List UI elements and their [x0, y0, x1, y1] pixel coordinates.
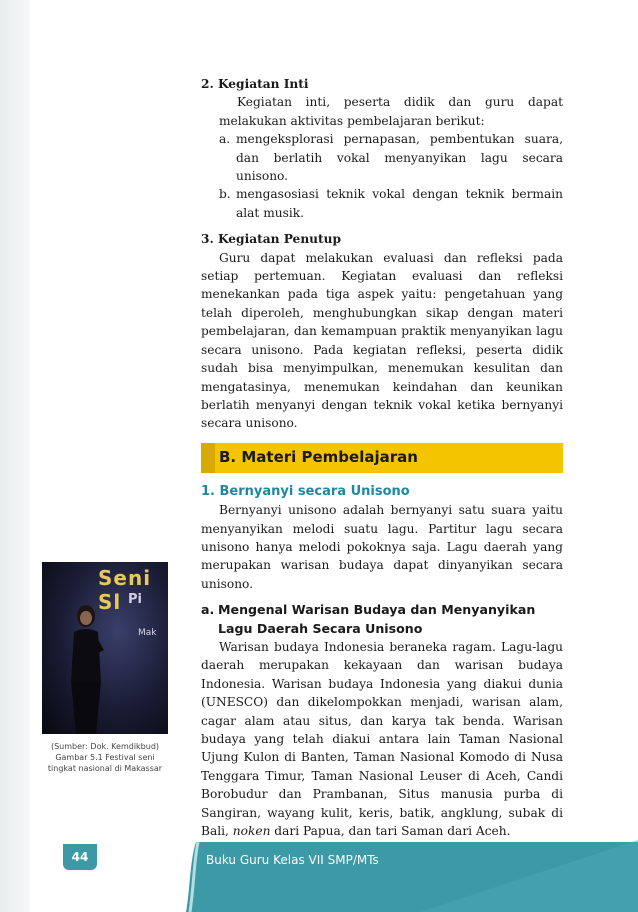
figure-caption [42, 741, 168, 774]
page-margin-strip [0, 0, 30, 912]
banner-tab [201, 443, 215, 473]
festival-photo [42, 562, 168, 734]
section-2-intro: Kegiatan inti, peserta didik dan guru dapat melakukan aktivitas pembelajaran berikut: [219, 95, 563, 128]
subsection-a-italic-term: noken [232, 824, 271, 839]
footer-background [0, 830, 638, 912]
subsection-a-label: a. [201, 602, 215, 618]
list-item-label: b. [219, 187, 231, 202]
subsection-1-body: Bernyanyi unisono adalah bernyanyi satu suara yaitu menyanyikan melodi suatu lagu. Partitur lagu secara unisono hanya melodi pokoknya saja. Lagu daerah yang merupakan warisan budaya dapat dinyanyikan secara unisono. [201, 503, 563, 591]
photo-banner-text: Seni Sl [98, 566, 152, 614]
figure-source: (Sumber: Dok. Kemdikbud) [50, 742, 160, 751]
section-2-heading: 2. Kegiatan Inti [201, 77, 309, 91]
list-item [219, 185, 563, 222]
section-3-body: Guru dapat melakukan evaluasi dan refleksi pada setiap pertemuan. Kegiatan evaluasi dan refleksi menekankan pada tiga aspek yaitu: pengetahuan yang telah diperoleh, menghubungkan sikap dengan materi pembelajaran, dan kemampuan praktik menyanyikan lagu secara unisono. Pada kegiatan refleksi, peserta didik sudah bisa menyimpulkan, menemukan kesulitan dan mengatasinya, menemukan keindahan dan keunikan berlatih menyanyi dengan teknik vokal ketika bernyanyi secara unisono. [201, 250, 563, 431]
singer-silhouette [66, 602, 106, 734]
book-title: Buku Guru Kelas VII SMP/MTs [206, 853, 379, 867]
subsection-a-body-end: dari Papua, dan tari Saman dari Aceh. [270, 824, 511, 839]
list-item-label: a. [219, 132, 231, 147]
page-number: 44 [63, 844, 97, 870]
list-item [219, 130, 563, 185]
list-item-text: mengeksplorasi pernapasan, pembentukan suara, dan berlatih vokal menyanyikan lagu secara unisono. [236, 132, 563, 184]
section-b-title: B. Materi Pembelajaran [219, 447, 418, 466]
subsection-a-body [201, 638, 563, 840]
subsection-1-heading: 1. Bernyanyi secara Unisono [201, 483, 410, 499]
subsection-a-heading [201, 601, 563, 638]
section-b-banner [201, 443, 563, 473]
main-content [201, 75, 563, 840]
section-3-heading: 3. Kegiatan Penutup [201, 232, 342, 247]
photo-banner-text-2: Pi [128, 592, 142, 607]
subsection-a-body-text: Warisan budaya Indonesia beraneka ragam. Lagu-lagu daerah merupakan kekayaan dan warisan budaya Indonesia. Warisan budaya Indonesia yang diakui dunia (UNESCO) dan dikelompokkan menjadi, warisan alam, cagar alam atau situs, dan karya tak benda. Warisan budaya yang telah diakui antara lain Taman Nasional Ujung Kulon di Banten, Taman Nasional Komodo di Nusa Tenggara Timur, Taman Nasional Leuser di Aceh, Candi Borobudur dan Prambanan, Situs manusia purba di Sangiran, wayang kulit, keris, batik, angklung, subak di Bali, [201, 639, 563, 839]
figure-caption-text: Gambar 5.1 Festival seni tingkat nasional di Makassar [47, 753, 163, 773]
subsection-a-title: Mengenal Warisan Budaya dan Menyanyikan Lagu Daerah Secara Unisono [218, 602, 536, 636]
list-item-text: mengasosiasi teknik vokal dengan teknik bermain alat musik. [236, 187, 563, 220]
photo-banner-text-3: Mak [138, 628, 157, 638]
